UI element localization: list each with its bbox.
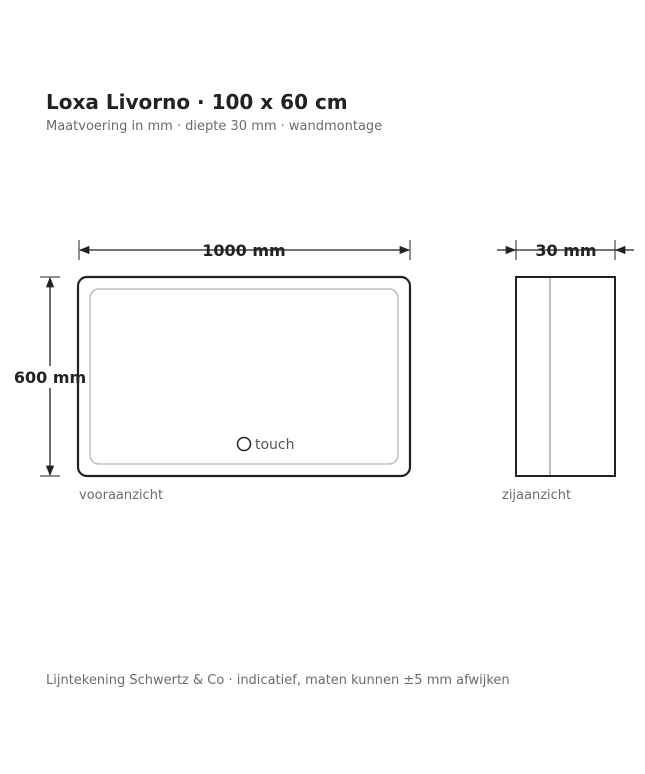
mirror-outer-frame bbox=[78, 277, 410, 476]
footer-note: Lijntekening Schwertz & Co · indicatief, maten kunnen ±5 mm afwijken bbox=[46, 673, 510, 688]
touch-label: touch bbox=[255, 437, 295, 453]
drawing-subtitle: Maatvoering in mm · diepte 30 mm · wandmontage bbox=[46, 119, 383, 134]
touch-sensor-icon bbox=[238, 438, 251, 451]
width-label: 1000 mm bbox=[202, 241, 286, 260]
side-view-caption: zijaanzicht bbox=[502, 488, 572, 503]
height-dimension bbox=[14, 277, 86, 476]
side-profile-outline bbox=[516, 277, 615, 476]
depth-label: 30 mm bbox=[535, 241, 597, 260]
depth-dimension bbox=[497, 240, 634, 260]
drawing-title: Loxa Livorno · 100 x 60 cm bbox=[46, 90, 348, 114]
width-dimension bbox=[79, 240, 410, 260]
height-label: 600 mm bbox=[13, 368, 87, 387]
front-view-caption: vooraanzicht bbox=[79, 488, 164, 503]
